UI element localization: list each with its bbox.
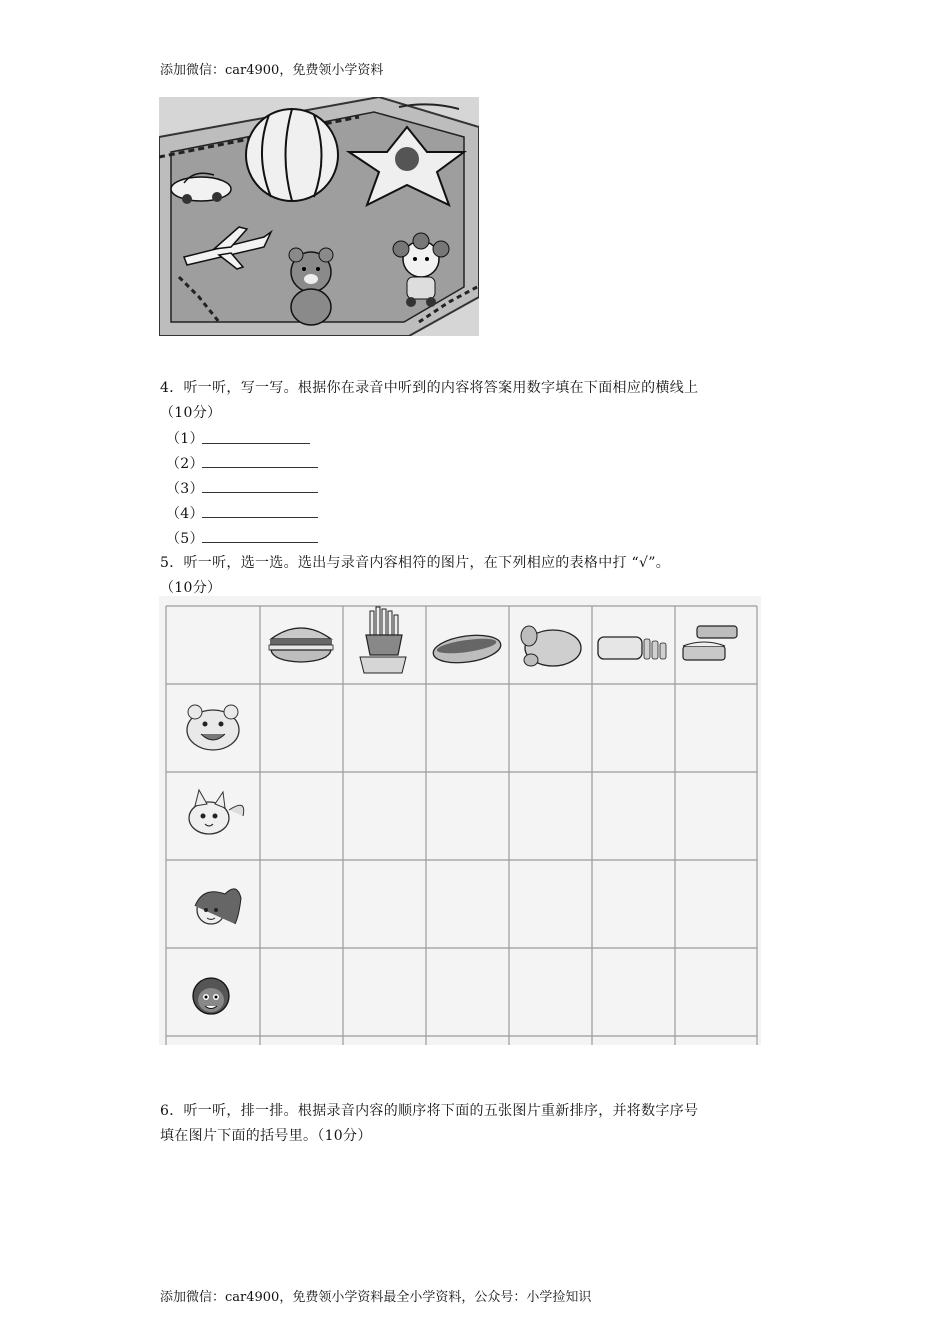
q4-answer-line-2[interactable]: [202, 467, 318, 468]
q4-answer-line-1[interactable]: [202, 443, 310, 444]
q5-answer-grid: [159, 596, 761, 1045]
q4-item-1-label: （1）: [166, 431, 204, 447]
q4-item-4-label: （4）: [166, 506, 204, 522]
q4-item-3-label: （3）: [166, 481, 204, 497]
q4-answer-line-3[interactable]: [202, 492, 318, 493]
q4-instruction: 4．听一听，写一写。根据你在录音中听到的内容将答案用数字填在下面相应的横线上: [160, 380, 699, 396]
toys-illustration: [159, 97, 479, 336]
q4-item-2-label: （2）: [166, 456, 204, 472]
q5-score: （10分）: [160, 580, 222, 596]
q4-answer-line-4[interactable]: [202, 517, 318, 518]
boy-face-icon: [193, 978, 229, 1014]
q4-answer-line-5[interactable]: [202, 542, 318, 543]
q6-instruction-cont: 填在图片下面的括号里。（10分）: [160, 1128, 372, 1144]
bear-face-icon: [187, 705, 239, 750]
page-footer: 添加微信：car4900，免费领小学资料最全小学资料，公众号：小学捡知识: [160, 1290, 592, 1305]
ball-icon: [246, 109, 338, 201]
q4-score: （10分）: [160, 405, 222, 421]
toys-scene: [159, 97, 479, 336]
q5-grid-lines: [159, 596, 761, 1045]
q4-item-5-label: （5）: [166, 531, 204, 547]
q5-instruction: 5．听一听，选一选。选出与录音内容相符的图片，在下列相应的表格中打 “√”。: [160, 555, 670, 571]
q6-instruction: 6．听一听，排一排。根据录音内容的顺序将下面的五张图片重新排序，并将数字序号: [160, 1103, 699, 1119]
page-header: 添加微信：car4900，免费领小学资料: [160, 63, 384, 78]
